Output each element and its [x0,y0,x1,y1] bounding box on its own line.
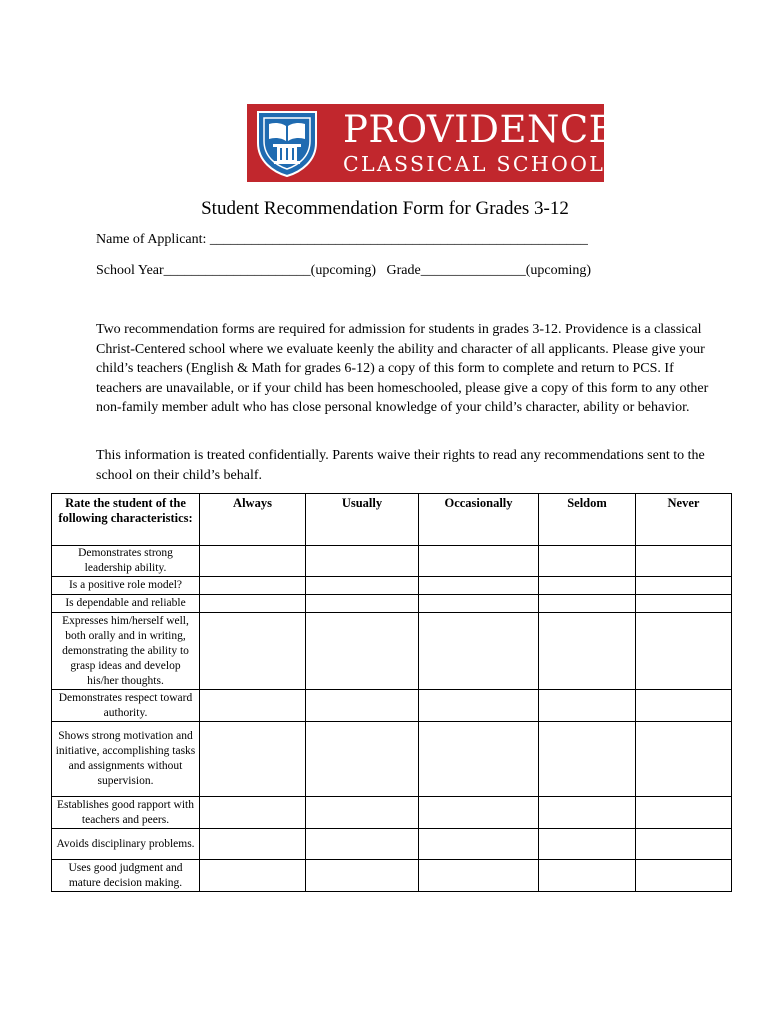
table-row [52,860,732,892]
rating-cell-seldom[interactable] [539,595,636,613]
rating-cell-seldom[interactable] [539,829,636,860]
rating-cell-always[interactable] [200,860,306,892]
rating-cell-usually[interactable] [306,797,419,829]
school-year-grade-row [96,261,591,281]
rating-cell-occasionally[interactable] [419,577,539,595]
rating-cell-never[interactable] [636,860,732,892]
rating-cell-always[interactable] [200,690,306,722]
table-row [52,546,732,577]
table-row [52,797,732,829]
characteristic-label: Is a positive role model? [52,577,200,595]
rating-cell-usually[interactable] [306,577,419,595]
rating-cell-always[interactable] [200,546,306,577]
characteristic-label: Establishes good rapport with teachers and peers. [52,797,200,829]
applicant-name-blank[interactable]: ______________________________________________________ [209,232,588,247]
rating-cell-occasionally[interactable] [419,860,539,892]
header-occasionally: Occasionally [419,494,539,546]
rating-cell-always[interactable] [200,829,306,860]
characteristic-label: Is dependable and reliable [52,595,200,613]
rating-cell-occasionally[interactable] [419,829,539,860]
rating-cell-always[interactable] [200,613,306,690]
table-row [52,613,732,690]
characteristic-label: Shows strong motivation and initiative, accomplishing tasks and assignments without supervision. [52,722,200,797]
rating-cell-usually[interactable] [306,722,419,797]
rating-cell-always[interactable] [200,577,306,595]
form-title: Student Recommendation Form for Grades 3-12 [201,198,569,219]
school-year-label: School Year [96,263,164,278]
rating-cell-occasionally[interactable] [419,595,539,613]
rating-cell-never[interactable] [636,595,732,613]
rating-cell-seldom[interactable] [539,546,636,577]
rating-table [51,493,732,892]
header-never: Never [636,494,732,546]
rating-cell-never[interactable] [636,797,732,829]
logo-title: PROVIDENCE [343,108,617,151]
rating-cell-seldom[interactable] [539,577,636,595]
rating-cell-occasionally[interactable] [419,546,539,577]
rating-cell-occasionally[interactable] [419,722,539,797]
rating-cell-occasionally[interactable] [419,797,539,829]
grade-label: Grade [386,263,421,278]
upcoming-label-1: (upcoming) [310,263,376,278]
characteristic-label: Expresses him/herself well, both orally and in writing, demonstrating the ability to grasp ideas and develop his/her thoughts. [52,613,200,690]
rating-cell-never[interactable] [636,546,732,577]
school-year-blank[interactable]: _____________________ [163,263,311,278]
rating-cell-always[interactable] [200,797,306,829]
logo-subtitle: CLASSICAL SCHOOL [343,152,606,176]
rating-cell-usually[interactable] [306,829,419,860]
rating-cell-occasionally[interactable] [419,613,539,690]
rating-cell-never[interactable] [636,690,732,722]
rating-cell-seldom[interactable] [539,613,636,690]
characteristic-label: Uses good judgment and mature decision making. [52,860,200,892]
header-always: Always [200,494,306,546]
shield-book-column-icon [255,109,319,178]
header-characteristics: Rate the student of the following characteristics: [52,494,200,546]
rating-cell-usually[interactable] [306,595,419,613]
table-row [52,595,732,613]
confidentiality-paragraph: This information is treated confidentially. Parents waive their rights to read any recommendations sent to the school on their child’s behalf. [96,448,705,483]
applicant-name-field[interactable] [96,230,588,250]
table-row [52,829,732,860]
rating-cell-occasionally[interactable] [419,690,539,722]
rating-cell-always[interactable] [200,722,306,797]
applicant-name-label: Name of Applicant: [96,232,207,247]
rating-cell-never[interactable] [636,613,732,690]
table-row [52,722,732,797]
table-header-row [52,494,732,546]
rating-cell-never[interactable] [636,722,732,797]
rating-cell-never[interactable] [636,829,732,860]
rating-cell-usually[interactable] [306,613,419,690]
rating-cell-seldom[interactable] [539,690,636,722]
table-row [52,577,732,595]
header-usually: Usually [306,494,419,546]
instructions-paragraph: Two recommendation forms are required for admission for students in grades 3-12. Providence is a classical Christ-Centered school where we evaluate keenly the ability and character of all applicants. Please give your child’s teachers (English & Math for grades 6-12) a copy of this form to complete and return to PCS. If teachers are unavailable, or if your child has been homeschooled, please give a copy of this form to any other non-family member adult who has close personal knowledge of your child’s character, ability or behavior. [96,322,709,415]
upcoming-label-2: (upcoming) [525,263,592,278]
rating-cell-never[interactable] [636,577,732,595]
rating-cell-seldom[interactable] [539,722,636,797]
school-logo [247,104,617,182]
characteristic-label: Avoids disciplinary problems. [52,829,200,860]
rating-cell-always[interactable] [200,595,306,613]
rating-cell-seldom[interactable] [539,860,636,892]
table-row [52,690,732,722]
grade-blank[interactable]: _______________ [420,263,526,278]
characteristic-label: Demonstrates strong leadership ability. [52,546,200,577]
rating-cell-usually[interactable] [306,860,419,892]
rating-cell-seldom[interactable] [539,797,636,829]
header-seldom: Seldom [539,494,636,546]
characteristic-label: Demonstrates respect toward authority. [52,690,200,722]
rating-cell-usually[interactable] [306,546,419,577]
rating-cell-usually[interactable] [306,690,419,722]
